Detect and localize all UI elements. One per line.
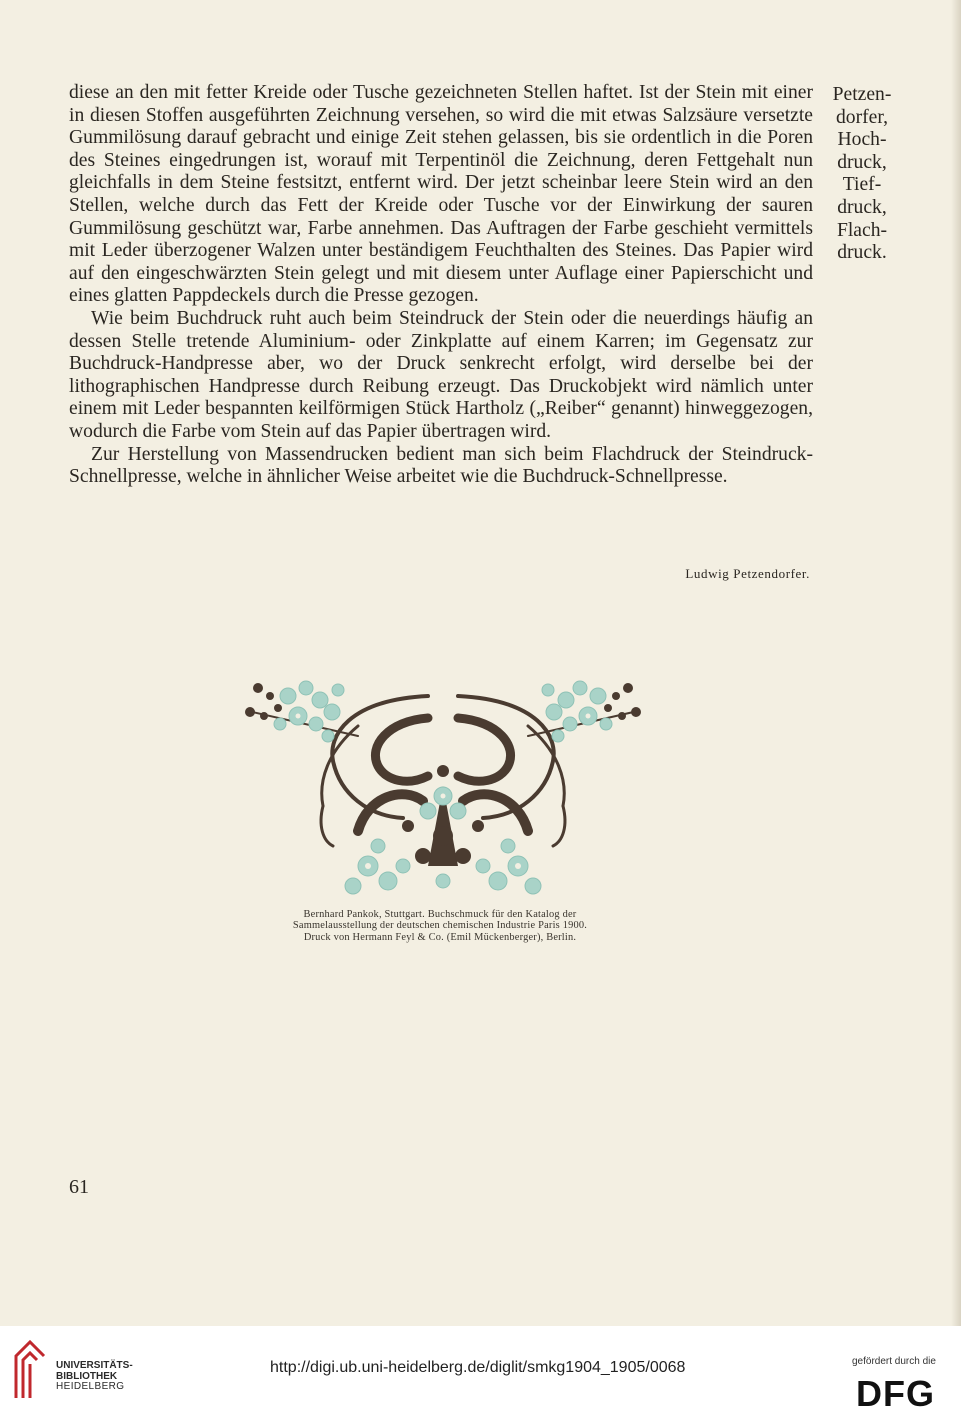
paragraph-1: diese an den mit fetter Kreide oder Tusche gezeichneten Stellen haftet. Ist der Stein mit einer in diesen Stoffen ausgeführten Zeichnung versehen, so wird die mit etwas Salzsäure versetzte Gummilösung darauf gebracht und einige Zeit stehen gelassen, bis sie ordentlich in die Poren des Steines eingedrungen ist, worauf mit Terpentinöl die Zeichnung, deren Fettgehalt nun gleichfalls in dem Steine festsitzt, entfernt wird. Der jetzt scheinbar leere Stein wird an den Stellen, welche durch das Fett der Kreide oder Tusche vor der Einwirkung der sauren Gummilösung geschützt war, Farbe annehmen. Das Auftragen der Farbe geschieht vermittels mit Leder überzogener Walzen unter beständigem Feuchthalten des Steines. Das Papier wird auf den eingeschwärzten Stein gelegt und mit diesem unter Auflage einer Papierschicht und eines glatten Pappdeckels durch die Presse gezogen.: [69, 82, 813, 307]
marginal-line: dorfer,: [836, 106, 888, 128]
floral-ornament: [228, 666, 658, 906]
university-library-logo-icon: [10, 1334, 50, 1400]
paragraph-2: Wie beim Buchdruck ruht auch beim Steindruck der Stein oder die neuerdings häufig an dessen Stelle tretende Aluminium- oder Zinkplatte auf einem Karren; im Gegensatz zur Buchdruck-Handpresse aber, wo der Druck senkrecht erfolgt, wird derselbe bei der lithographischen Handpresse durch Reibung erzeugt. Das Druckobjekt wird nämlich unter einem mit Leder bespannten keilförmigen Stück Hartholz („Reiber“ genannt) hinweggezogen, wodurch die Farbe vom Stein auf das Papier übertragen wird.: [69, 307, 813, 442]
dfg-logo: DFG: [856, 1373, 935, 1414]
author-signature: Ludwig Petzendorfer.: [685, 566, 810, 581]
illustration-caption: [240, 909, 640, 943]
caption-line: Druck von Hermann Feyl & Co. (Emil Mückenberger), Berlin.: [303, 931, 577, 943]
marginal-line: Hoch-: [837, 129, 887, 151]
page-edge-shadow: [951, 0, 961, 1326]
permalink-url[interactable]: http://digi.ub.uni-heidelberg.de/diglit/smkg1904_1905/0068: [270, 1359, 686, 1376]
caption-line: Sammelausstellung der deutschen chemischen Industrie Paris 1900.: [292, 920, 588, 932]
funding-label: gefördert durch die: [852, 1356, 936, 1367]
marginal-line: Flach-: [836, 219, 888, 241]
library-name: UNIVERSITÄTS- BIBLIOTHEK HEIDELBERG: [56, 1360, 133, 1392]
paragraph-3: Zur Herstellung von Massendrucken bedient man sich beim Flachdruck der Steindruck-Schnellpresse, welche in ähnlicher Weise arbeitet wie die Buchdruck-Schnellpresse.: [69, 443, 813, 488]
marginal-line: Tief-: [842, 174, 882, 196]
marginal-line: Petzen-: [832, 84, 892, 105]
marginal-line: druck.: [837, 242, 887, 264]
page-number: 61: [69, 1176, 89, 1198]
marginal-note: [822, 84, 902, 265]
marginal-line: druck,: [837, 151, 887, 173]
body-text: [69, 82, 813, 489]
caption-line: Bernhard Pankok, Stuttgart. Buchschmuck für den Katalog der: [303, 909, 577, 920]
marginal-line: druck,: [837, 196, 887, 218]
